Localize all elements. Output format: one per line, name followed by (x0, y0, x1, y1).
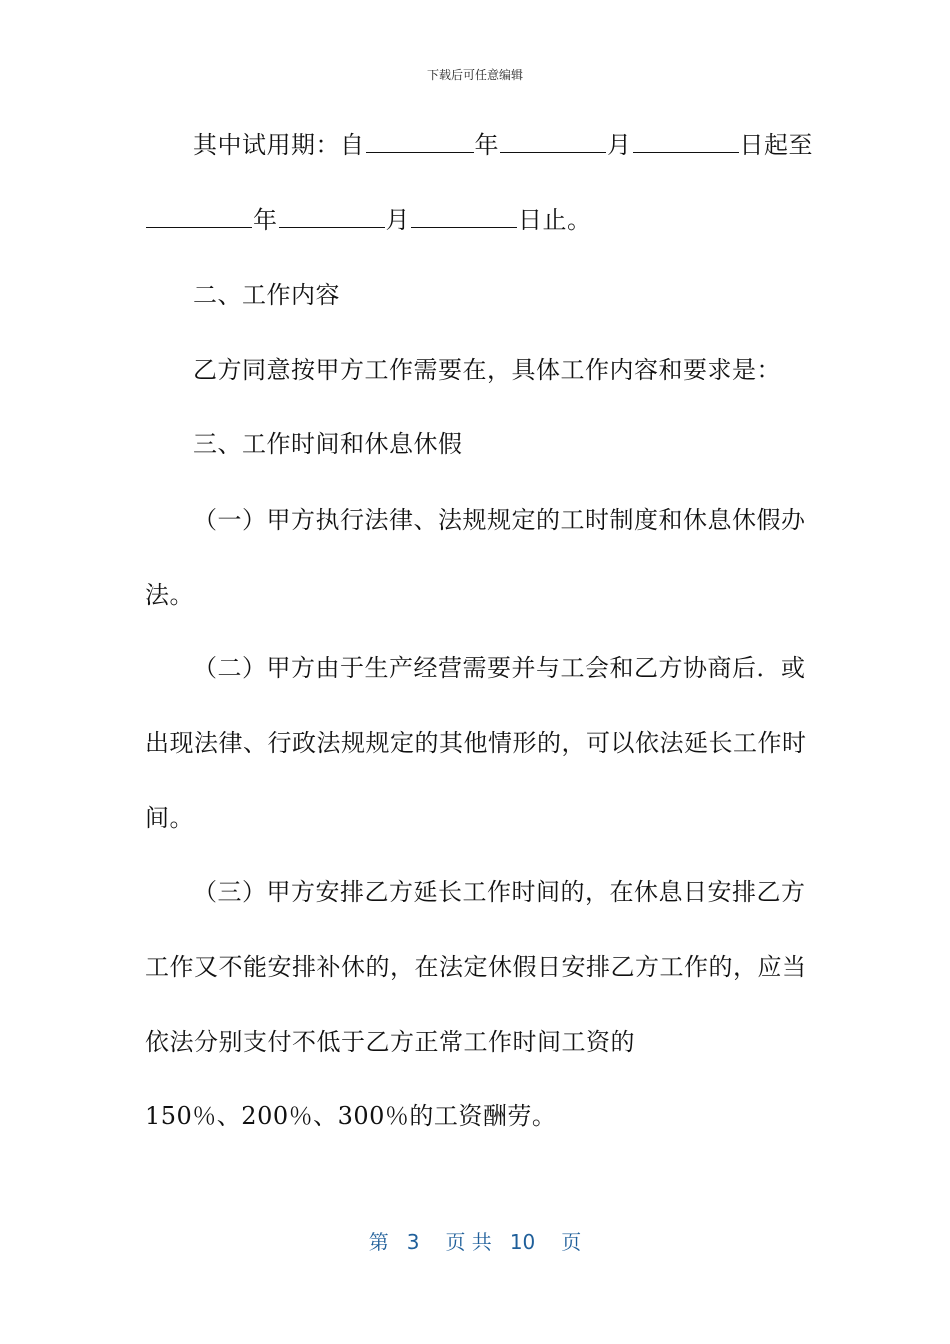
footer-page-end: 页 (561, 1230, 582, 1254)
item-1-line-1: （一）甲方执行法律、法规规定的工时制度和休息休假办 (193, 506, 806, 534)
probation-end-month-blank (279, 205, 385, 228)
item-3-line-4: 150％、200％、300％的工资酬劳。 (145, 1102, 557, 1130)
probation-end-year-label: 年 (253, 206, 278, 234)
page-footer (0, 1226, 950, 1255)
probation-line-1 (193, 130, 813, 160)
item-2-line-2: 出现法律、行政法规规定的其他情形的，可以依法延长工作时 (145, 729, 807, 757)
probation-end-month-label: 月 (385, 206, 410, 234)
item-3-line-3: 依法分别支付不低于乙方正常工作时间工资的 (145, 1028, 635, 1056)
probation-start-month-blank (500, 130, 606, 153)
footer-page-label: 第 (368, 1230, 389, 1254)
section-2-text: 乙方同意按甲方工作需要在，具体工作内容和要求是： (193, 356, 781, 384)
probation-prefix: 其中试用期：自 (193, 131, 365, 159)
probation-start-year-blank (366, 130, 474, 153)
probation-end-suffix: 日止。 (518, 206, 592, 234)
probation-end-day-blank (411, 205, 517, 228)
probation-suffix: 日起至 (739, 131, 813, 159)
header-note: 下载后可任意编辑 (426, 68, 523, 82)
footer-total-pages: 10 (509, 1230, 536, 1254)
item-3-line-1: （三）甲方安排乙方延长工作时间的，在休息日安排乙方 (193, 878, 806, 906)
item-1-line-2: 法。 (145, 581, 194, 609)
probation-line-2 (145, 205, 592, 235)
item-2-line-1: （二）甲方由于生产经营需要并与工会和乙方协商后．或 (193, 654, 806, 682)
section-2-title: 二、工作内容 (193, 281, 340, 309)
probation-end-year-blank (146, 205, 252, 228)
item-2-line-3: 间。 (145, 804, 194, 832)
item-3-line-2: 工作又不能安排补休的，在法定休假日安排乙方工作的，应当 (145, 953, 807, 981)
footer-page-mid: 页 共 (445, 1230, 492, 1254)
probation-month-label: 月 (607, 131, 632, 159)
probation-start-day-blank (633, 130, 739, 153)
footer-page-number: 3 (406, 1230, 420, 1254)
section-3-title: 三、工作时间和休息休假 (193, 430, 463, 458)
probation-year-label: 年 (474, 131, 499, 159)
